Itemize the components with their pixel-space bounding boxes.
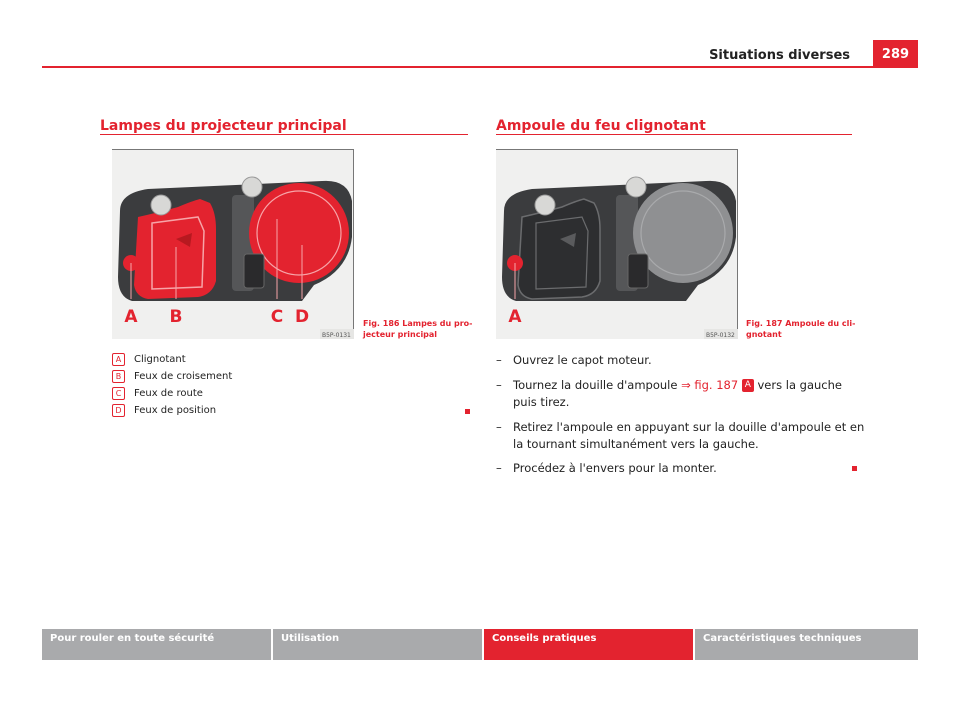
legend-item-d <box>112 403 216 418</box>
step-text: Procédez à l'envers pour la monter. <box>513 461 717 475</box>
caption-line: gnotant <box>746 330 782 339</box>
step-dash: – <box>496 378 502 392</box>
running-header-title: Situations diverses <box>709 48 850 63</box>
step-text: Retirez l'ampoule en appuyant sur la douille d'ampoule et en la tournant simultanément vers la gauche. <box>513 420 865 451</box>
callout-d: D <box>294 307 310 327</box>
footer-chapter-tabs <box>42 629 918 660</box>
caption-line: jecteur principal <box>363 330 438 339</box>
caption-line: Fig. 186 Lampes du pro- <box>363 319 473 328</box>
caption-line: Fig. 187 Ampoule du cli- <box>746 319 856 328</box>
turn-signal-figure <box>496 149 738 339</box>
legend-text: Clignotant <box>134 354 186 365</box>
tab-safety[interactable] <box>42 629 273 660</box>
legend-letter: C <box>112 387 125 400</box>
legend-text: Feux de route <box>134 388 203 399</box>
tab-label: Pour rouler en toute sécurité <box>50 633 215 644</box>
connector <box>628 254 648 288</box>
legend-item-b <box>112 369 232 384</box>
legend-text: Feux de croisement <box>134 371 233 382</box>
tab-operation[interactable] <box>273 629 484 660</box>
step-dash: – <box>496 353 502 367</box>
step-text-rich <box>496 377 866 411</box>
step-text: Ouvrez le capot moteur. <box>513 353 652 367</box>
step-open-hood <box>496 352 866 369</box>
callout-a: A <box>124 307 138 327</box>
legend-letter: B <box>112 370 125 383</box>
inline-callout-a: A <box>742 379 754 392</box>
section-end-mark <box>852 466 857 471</box>
adjuster-screw-right <box>626 177 646 197</box>
callout-b: B <box>169 307 183 327</box>
page-number: 289 <box>881 46 910 62</box>
adjuster-screw-right <box>242 177 262 197</box>
step-dash: – <box>496 461 502 475</box>
callout-c: C <box>270 307 284 327</box>
tab-label: Utilisation <box>281 633 340 644</box>
page-number-badge <box>873 40 918 68</box>
adjuster-screw-left <box>151 195 171 215</box>
legend-item-c <box>112 386 203 401</box>
step-text-before: Tournez la douille d'ampoule <box>513 378 682 392</box>
legend-text: Feux de position <box>134 405 217 416</box>
tab-technical-data[interactable] <box>695 629 918 660</box>
section-end-mark <box>465 409 470 414</box>
headlamp-figure <box>112 149 354 339</box>
section-heading-turn-signal-bulb: Ampoule du feu clignotant <box>496 118 706 134</box>
tab-label: Conseils pratiques <box>492 633 597 644</box>
legend-letter: D <box>112 404 125 417</box>
section-rule-left <box>100 134 468 135</box>
step-reinstall <box>496 460 866 477</box>
step-dash: – <box>496 420 502 434</box>
tab-label: Caractéristiques techniques <box>703 633 862 644</box>
legend-item-a <box>112 352 186 367</box>
figure-code: B5P-0131 <box>322 332 351 339</box>
step-text-after: vers la gauche puis tirez. <box>513 378 842 409</box>
step-remove-bulb <box>496 419 866 453</box>
section-rule-right <box>496 134 852 135</box>
figure-code: B5P-0132 <box>706 332 735 339</box>
callout-a: A <box>508 307 522 327</box>
header-rule <box>42 66 918 68</box>
step-turn-socket <box>496 377 866 411</box>
figure-186-caption <box>363 318 483 340</box>
figure-187-caption <box>746 318 866 340</box>
legend-letter: A <box>112 353 125 366</box>
adjuster-screw-left <box>535 195 555 215</box>
tab-practical-tips[interactable] <box>484 629 695 660</box>
connector <box>244 254 264 288</box>
section-heading-headlamp-bulbs: Lampes du projecteur principal <box>100 118 347 134</box>
figure-ref-link[interactable]: ⇒ fig. 187 <box>681 378 739 392</box>
